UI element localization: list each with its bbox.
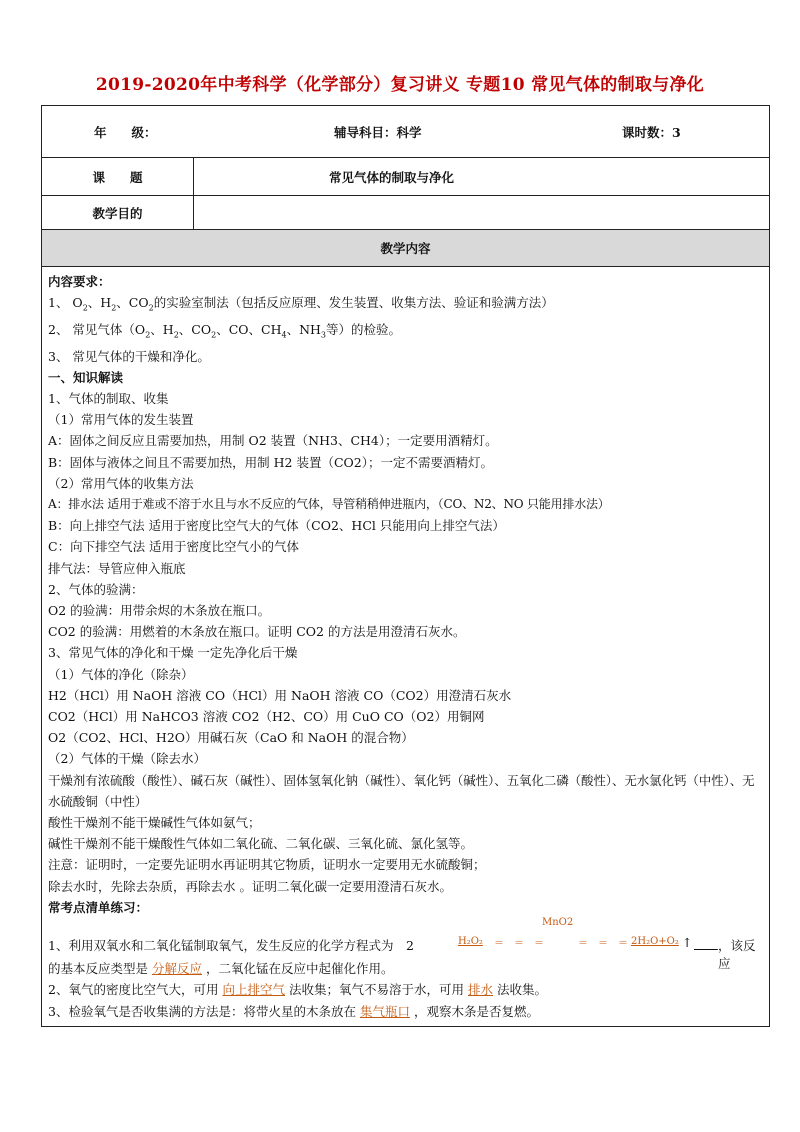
practice-q3: 3、检验氧气是否收集满的方法是：将带火星的木条放在 集气瓶口 ，观察木条是否复燃。 xyxy=(48,1003,539,1019)
subject-label: 辅导科目：科学 xyxy=(334,125,422,140)
knowledge-line: O2 的验满：用带余烬的木条放在瓶口。 xyxy=(48,603,271,619)
answer-reaction-type: 分解反应 xyxy=(152,961,203,977)
equals-right: ＝ ＝ ＝ xyxy=(578,938,628,950)
topic-row xyxy=(42,158,770,196)
knowledge-line: A：排水法 适用于难或不溶于水且与水不反应的气体，导管稍稍伸进瓶内，（CO、N2、NO 只能用排水法） xyxy=(48,497,610,512)
requirement-3: 3、 常见气体的干燥和净化。 xyxy=(48,348,210,364)
requirement-2: 2、 常见气体（$O_2$、$H_2$、$CO_2$、CO、$CH_4$、$NH_3$等）的检验。 xyxy=(48,321,402,340)
content-label: 教学内容 xyxy=(42,230,770,267)
topic-value: 常见气体的制取与净化 xyxy=(194,158,770,196)
knowledge-line: CO2（HCl）用 NaHCO3 溶液 CO2（H2、CO）用 CuO CO（O2）用铜网 xyxy=(48,709,485,725)
document-title: 2019-2020年中考科学（化学部分）复习讲义 专题10 常见气体的制取与净化 xyxy=(95,75,705,95)
knowledge-line: 酸性干燥剂不能干燥碱性气体如氨气； xyxy=(48,815,261,831)
knowledge-line: （1）气体的净化（除杂） xyxy=(48,666,194,682)
hours-label: 课时数：3 xyxy=(622,125,681,140)
knowledge-line: （2）常用气体的收集方法 xyxy=(48,475,194,491)
blank-underline xyxy=(694,936,718,951)
knowledge-line: O2（CO2、HCl、H2O）用碱石灰（CaO 和 NaOH 的混合物） xyxy=(48,730,414,746)
knowledge-line: 排气法：导管应伸入瓶底 xyxy=(48,560,186,576)
goal-value xyxy=(194,196,770,230)
knowledge-line: 干燥剂有浓硫酸（酸性）、碱石灰（碱性）、固体氢氧化钠（碱性）、氧化钙（碱性）、五氧化二磷（酸性）、无水氯化钙（中性）、无水硫酸铜（中性） xyxy=(48,772,755,809)
content-header-row xyxy=(42,230,770,267)
knowledge-line: 1、气体的制取、收集 xyxy=(48,391,169,407)
knowledge-line: H2（HCl）用 NaOH 溶液 CO（HCl）用 NaOH 溶液 CO（CO2）用澄清石灰水 xyxy=(48,687,512,703)
knowledge-line: 碱性干燥剂不能干燥酸性气体如二氧化硫、二氧化碳、三氧化硫、氯化氢等。 xyxy=(48,836,474,852)
gas-arrow: ↑ xyxy=(682,935,693,951)
knowledge-line: （2）气体的干燥（除去水） xyxy=(48,751,206,767)
practice-q1-equation: 1、利用双氧水和二氧化锰制取氧气，发生反应的化学方程式为 2 H₂O₂ ＝ ＝ ＝ MnO2 ＝ ＝ ＝ 2H₂O+O₂ ↑ ，该反应 xyxy=(48,917,756,972)
answer-water: 排水 xyxy=(468,982,494,998)
knowledge-line: B：固体与液体之间且不需要加热，用制 H2 装置（CO2）；一定不需要酒精灯。 xyxy=(48,454,494,470)
product-formula: 2H₂O+O₂ xyxy=(631,936,679,948)
content-body xyxy=(42,267,770,1027)
knowledge-line: 注意：证明时，一定要先证明水再证明其它物质，证明水一定要用无水硫酸铜； xyxy=(48,857,486,873)
answer-bottle-mouth: 集气瓶口 xyxy=(359,1003,410,1019)
knowledge-line: 除去水时，先除去杂质，再除去水 。证明二氧化碳一定要用澄清石灰水。 xyxy=(48,878,452,894)
knowledge-heading: 一、知识解读 xyxy=(48,369,124,385)
knowledge-line: B：向上排空气法 适用于密度比空气大的气体（CO2、HCl 只能用向上排空气法） xyxy=(48,518,505,534)
knowledge-line: 2、气体的验满： xyxy=(48,581,144,597)
grade-label: 年 级： xyxy=(94,125,157,140)
goal-label: 教学目的 xyxy=(42,196,194,230)
requirement-1: 1、 $O_2$、$H_2$、$CO_2$的实验室制法（包括反应原理、发生装置、收集方法、验证和验满方法） xyxy=(48,295,554,313)
knowledge-line: CO2 的验满：用燃着的木条放在瓶口。证明 CO2 的方法是用澄清石灰水。 xyxy=(48,624,466,640)
lesson-table xyxy=(41,105,770,1027)
practice-heading: 常考点清单练习： xyxy=(48,899,149,915)
knowledge-line: A：固体之间反应且需要加热，用制 O2 装置（NH3、CH4）；一定要用酒精灯。 xyxy=(48,433,498,449)
knowledge-line: 3、常见气体的净化和干燥 一定先净化后干燥 xyxy=(48,645,298,661)
catalyst-formula: MnO2 xyxy=(542,917,574,929)
knowledge-line: （1）常用气体的发生装置 xyxy=(48,412,194,428)
content-body-row xyxy=(42,267,770,1027)
answer-upward-air: 向上排空气 xyxy=(222,982,285,998)
practice-q2: 2、氧气的密度比空气大，可用 向上排空气 法收集；氧气不易溶于水，可用 排水 法收集。 xyxy=(48,982,548,998)
header-row xyxy=(42,106,770,158)
practice-q1-line2: 的基本反应类型是 分解反应 ，二氧化锰在反应中起催化作用。 xyxy=(48,961,394,977)
goal-row xyxy=(42,196,770,230)
reactant-formula: H₂O₂ xyxy=(458,936,483,948)
requirements-heading: 内容要求： xyxy=(48,274,111,289)
equals-left: ＝ ＝ ＝ xyxy=(494,938,544,950)
topic-label: 课 题 xyxy=(42,158,194,196)
knowledge-line: C：向下排空气法 适用于密度比空气小的气体 xyxy=(48,539,300,555)
